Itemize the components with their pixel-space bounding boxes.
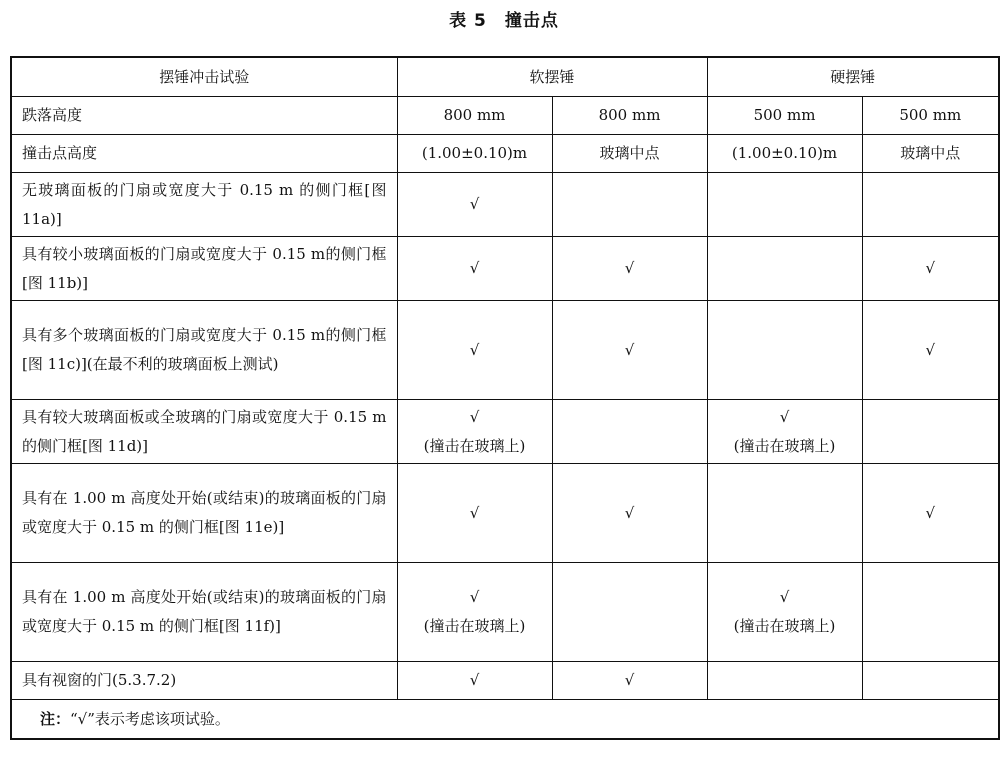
empty-cell	[707, 464, 862, 563]
empty-cell	[707, 237, 862, 301]
table-row	[11, 563, 999, 662]
empty-cell	[862, 173, 999, 237]
row-label: 具有较小玻璃面板的门扇或宽度大于 0.15 m的侧门框[图 11b)]	[11, 237, 397, 301]
drop-height-soft-1: 800 mm	[397, 97, 552, 135]
note-cell	[11, 700, 999, 740]
empty-cell	[707, 173, 862, 237]
on-glass-note: (撞击在玻璃上)	[733, 617, 836, 635]
check-mark: √	[552, 301, 707, 400]
check-mark: √	[862, 464, 999, 563]
table-row	[11, 301, 999, 400]
empty-cell	[552, 400, 707, 464]
on-glass-note: (撞击在玻璃上)	[423, 617, 526, 635]
check-mark: √	[552, 662, 707, 700]
empty-cell	[862, 400, 999, 464]
impact-height-label: 撞击点高度	[11, 135, 397, 173]
table-title: 表 5 撞击点	[449, 11, 559, 31]
table-row	[11, 173, 999, 237]
check-mark: √	[397, 301, 552, 400]
impact-height-soft-2: 玻璃中点	[552, 135, 707, 173]
note-label: 注：	[40, 709, 71, 728]
row-label: 具有较大玻璃面板或全玻璃的门扇或宽度大于 0.15 m 的侧门框[图 11d)]	[11, 400, 397, 464]
header-pendulum-test: 摆锤冲击试验	[11, 57, 397, 97]
check-cell	[397, 400, 552, 464]
check-cell	[397, 563, 552, 662]
impact-point-table	[10, 56, 1000, 740]
check-mark: √	[779, 407, 790, 426]
empty-cell	[707, 301, 862, 400]
impact-height-hard-1: (1.00±0.10)m	[707, 135, 862, 173]
row-label: 具有多个玻璃面板的门扇或宽度大于 0.15 m的侧门框[图 11c)](在最不利的玻璃面板上测试)	[11, 301, 397, 400]
check-mark: √	[397, 464, 552, 563]
note-text: “√”表示考虑该项试验。	[70, 709, 230, 728]
check-mark: √	[779, 588, 790, 606]
table-row	[11, 464, 999, 563]
note-row	[11, 700, 999, 740]
drop-height-hard-2: 500 mm	[862, 97, 999, 135]
row-label: 无玻璃面板的门扇或宽度大于 0.15 m 的侧门框[图 11a)]	[11, 173, 397, 237]
empty-cell	[552, 563, 707, 662]
row-label: 具有在 1.00 m 高度处开始(或结束)的玻璃面板的门扇或宽度大于 0.15 m 的侧门框[图 11e)]	[11, 464, 397, 563]
row-label: 具有在 1.00 m 高度处开始(或结束)的玻璃面板的门扇或宽度大于 0.15 m 的侧门框[图 11f)]	[11, 563, 397, 662]
header-hard-pendulum: 硬摆锤	[707, 57, 999, 97]
impact-height-hard-2: 玻璃中点	[862, 135, 999, 173]
row-label: 具有视窗的门(5.3.7.2)	[11, 662, 397, 700]
impact-height-row	[11, 135, 999, 173]
check-mark: √	[397, 662, 552, 700]
empty-cell	[552, 173, 707, 237]
check-mark: √	[469, 588, 480, 606]
header-soft-pendulum: 软摆锤	[397, 57, 707, 97]
table-row	[11, 662, 999, 700]
empty-cell	[862, 563, 999, 662]
check-mark: √	[469, 407, 480, 426]
empty-cell	[707, 662, 862, 700]
on-glass-note: (撞击在玻璃上)	[733, 436, 836, 455]
check-mark: √	[862, 301, 999, 400]
check-mark: √	[862, 237, 999, 301]
check-mark: √	[552, 237, 707, 301]
drop-height-label: 跌落高度	[11, 97, 397, 135]
drop-height-row	[11, 97, 999, 135]
check-cell	[707, 400, 862, 464]
check-mark: √	[552, 464, 707, 563]
on-glass-note: (撞击在玻璃上)	[423, 436, 526, 455]
header-row	[11, 57, 999, 97]
table-row	[11, 400, 999, 464]
check-cell	[707, 563, 862, 662]
check-mark: √	[397, 237, 552, 301]
check-mark: √	[397, 173, 552, 237]
impact-height-soft-1: (1.00±0.10)m	[397, 135, 552, 173]
drop-height-soft-2: 800 mm	[552, 97, 707, 135]
empty-cell	[862, 662, 999, 700]
table-row	[11, 237, 999, 301]
drop-height-hard-1: 500 mm	[707, 97, 862, 135]
